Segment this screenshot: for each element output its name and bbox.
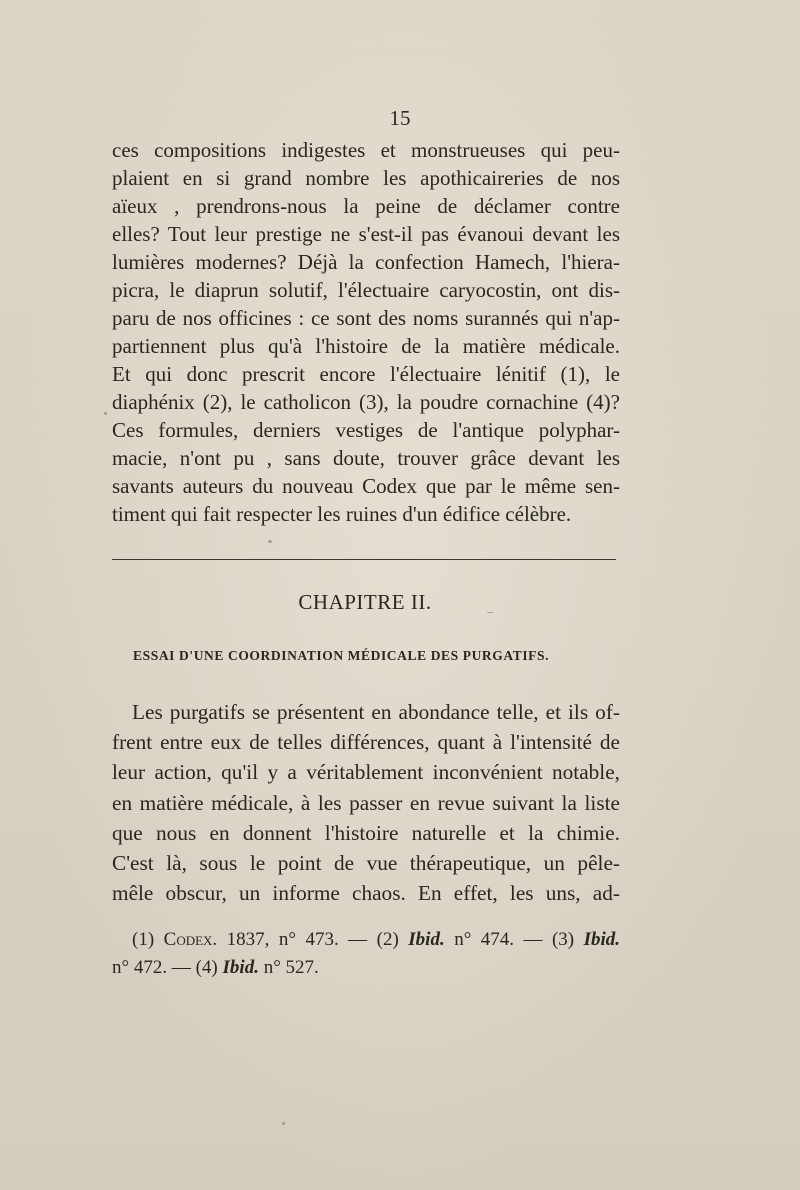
text-line: en matière médicale, à les passer en revue suivant la liste (112, 790, 620, 815)
footnote-ibid: Ibid. (583, 929, 621, 950)
footnote-reference: n° 527. (263, 957, 319, 978)
page-number: 15 (389, 106, 411, 130)
paper-speck (268, 540, 272, 543)
text-line: ces compositions indigestes et monstrueuses qui peu- (112, 138, 620, 162)
text-line: macie, n'ont pu , sans doute, trouver grâce devant les (112, 446, 620, 470)
paper-speck (487, 612, 493, 613)
footnote-reference: n° 472. — (4) (112, 957, 218, 978)
footnote-source: Codex. (163, 929, 218, 950)
text-line: partiennent plus qu'à l'histoire de la matière médicale. (112, 334, 620, 358)
text-line: leur action, qu'il y a véritablement inconvénient notable, (112, 760, 620, 785)
text-line: aïeux , prendrons-nous la peine de déclamer contre (112, 194, 620, 218)
text-line: lumières modernes? Déjà la confection Hamech, l'hiera- (112, 250, 620, 274)
footnote-ibid: Ibid. (222, 957, 259, 978)
text-line: frent entre eux de telles différences, quant à l'intensité de (112, 730, 620, 755)
footnote-reference: 1837, n° 473. — (2) (226, 929, 399, 950)
text-line: timent qui fait respecter les ruines d'un édifice célèbre. (112, 502, 572, 526)
text-line: Et qui donc prescrit encore l'électuaire lénitif (1), le (112, 362, 620, 386)
text-line: paru de nos officines : ce sont des noms surannés qui n'ap- (112, 306, 620, 330)
text-line: Ces formules, derniers vestiges de l'antique polyphar- (112, 418, 620, 442)
footnote-line (112, 926, 620, 954)
text-line: mêle obscur, un informe chaos. En effet, les uns, ad- (112, 881, 620, 906)
text-line: elles? Tout leur prestige ne s'est-il pas évanoui devant les (112, 222, 620, 246)
text-line: savants auteurs du nouveau Codex que par le même sen- (112, 474, 620, 498)
paragraph-1 (112, 136, 620, 528)
footnote-reference: n° 474. — (3) (454, 929, 575, 950)
footnote-ibid: Ibid. (408, 929, 445, 950)
text-line: picra, le diaprun solutif, l'électuaire caryocostin, ont dis- (112, 278, 620, 302)
paper-speck (104, 412, 107, 415)
chapter-title: CHAPITRE II. (298, 590, 432, 614)
chapter-subtitle: ESSAI D'UNE COORDINATION MÉDICALE DES PURGATIFS. (133, 648, 550, 663)
paper-speck (282, 1122, 285, 1125)
paragraph-2 (112, 697, 620, 908)
text-line: C'est là, sous le point de vue thérapeutique, un pêle- (112, 851, 620, 876)
footnote-line (112, 954, 620, 982)
section-divider (112, 559, 616, 560)
text-line: que nous en donnent l'histoire naturelle et la chimie. (112, 820, 620, 845)
text-line: Les purgatifs se présentent en abondance telle, et ils of- (132, 700, 620, 724)
footnotes (112, 926, 620, 982)
text-line: plaient en si grand nombre les apothicaireries de nos (112, 166, 620, 190)
text-line: diaphénix (2), le catholicon (3), la poudre cornachine (4)? (112, 390, 620, 414)
footnote-marker: (1) (132, 929, 155, 950)
